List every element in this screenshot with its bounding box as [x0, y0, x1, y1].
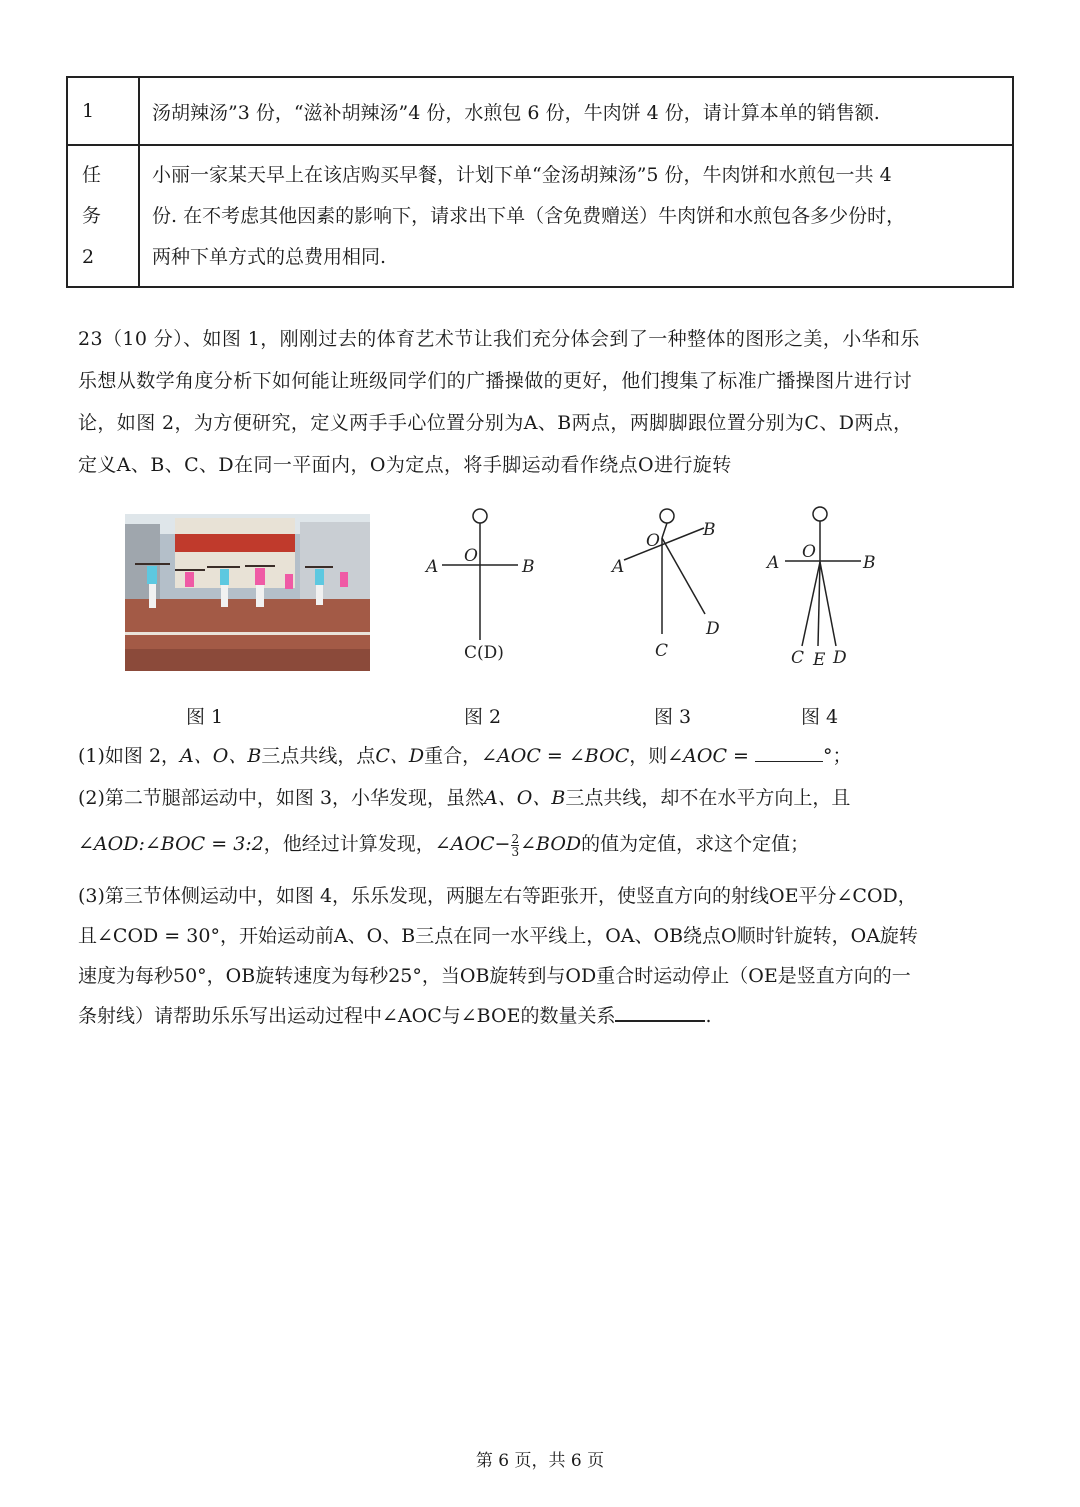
text: ，则	[629, 745, 668, 767]
label-B: B	[863, 553, 876, 573]
fraction-denominator: 3	[511, 844, 520, 859]
row-label-line: 2	[82, 245, 95, 268]
answer-blank[interactable]	[755, 743, 823, 762]
label-A: A	[612, 557, 625, 577]
figure-caption: 图 3	[654, 706, 692, 728]
text: (1)如图 2，	[78, 745, 181, 767]
text-line: 定义A、B、C、D在同一平面内，O为定点，将手脚运动看作绕点O进行旋转	[78, 454, 732, 476]
label-O: O	[802, 542, 816, 562]
text-line: 速度为每秒50°，OB旋转速度为每秒25°，当OB旋转到与OD重合时运动停止（OE是竖直方向的一	[78, 965, 911, 987]
text-line	[78, 824, 1023, 864]
sub-question-2	[78, 778, 1023, 864]
label-D: D	[833, 648, 847, 668]
math-text: ∠AOC = ∠BOC	[481, 745, 630, 767]
math-text: C、D	[375, 745, 425, 767]
label-C: C	[655, 641, 669, 661]
figure-1-photo	[125, 514, 370, 671]
text-line: 且∠COD = 30°，开始运动前A、O、B三点在同一水平线上，OA、OB绕点O顺时针旋转，OA旋转	[78, 925, 918, 947]
figure-2-diagram	[418, 500, 542, 668]
label-O: O	[646, 531, 660, 551]
row-label	[67, 145, 139, 287]
figure-caption: 图 1	[186, 706, 224, 728]
table-row	[67, 77, 1013, 145]
label-O: O	[464, 546, 478, 566]
text: 三点共线，却不在水平方向上，且	[565, 787, 851, 809]
text: 三点共线，点	[261, 745, 376, 767]
head-circle	[813, 507, 827, 521]
math-text: A、O、B	[180, 745, 262, 767]
text: 的值为定值，求这个定值；	[581, 833, 810, 855]
row-label: 1	[67, 77, 139, 145]
label-B: B	[703, 520, 716, 540]
label-A: A	[426, 557, 439, 577]
math-text: ∠AOC =	[667, 745, 756, 767]
text-line: (3)第三节体侧运动中，如图 4，乐乐发现，两腿左右等距张开，使竖直方向的射线OE平分∠COD，	[78, 885, 917, 907]
head-circle	[660, 509, 674, 523]
fraction	[511, 833, 519, 858]
text: .	[705, 1005, 712, 1027]
table-row	[67, 145, 1013, 287]
math-text: ∠AOC−	[434, 833, 511, 855]
sub-question-1	[78, 736, 1023, 776]
text-line: 23（10 分）、如图 1，刚刚过去的体育艺术节让我们充分体会到了一种整体的图形之美，小华和乐	[78, 328, 920, 350]
figure-3-diagram	[606, 500, 730, 668]
label-B: B	[522, 557, 535, 577]
row-label-line: 任	[82, 163, 102, 186]
math-text: ∠AOD:∠BOC = 3:2	[78, 833, 264, 855]
answer-blank[interactable]	[615, 1002, 705, 1022]
math-text: A、O、B	[484, 787, 566, 809]
text: (2)第二节腿部运动中，如图 3，小华发现，虽然	[78, 787, 485, 809]
text-line: 论，如图 2，为方便研究，定义两手手心位置分别为A、B两点，两脚脚跟位置分别为C、D两点，	[78, 412, 913, 434]
figure-4-diagram	[760, 500, 884, 672]
question-23-intro	[78, 318, 1016, 486]
text: °；	[823, 745, 852, 767]
leg-c-line	[802, 562, 820, 646]
ray-e-line	[818, 562, 820, 646]
label-C: C	[791, 648, 805, 668]
row-label-line: 务	[82, 204, 102, 227]
math-text: ∠BOD	[520, 833, 582, 855]
text: 重合，	[424, 745, 482, 767]
text: ，他经过计算发现，	[263, 833, 435, 855]
head-circle	[473, 509, 487, 523]
row-content-line: 份. 在不考虑其他因素的影响下，请求出下单（含免费赠送）牛肉饼和水煎包各多少份时，	[152, 204, 906, 227]
text-line	[78, 996, 1023, 1036]
row-content-line: 小丽一家某天早上在该店购买早餐，计划下单“金汤胡辣汤”5 份，牛肉饼和水煎包一共 4	[152, 163, 892, 186]
text: 条射线）请帮助乐乐写出运动过程中∠AOC与∠BOE的数量关系	[78, 1005, 616, 1027]
neck-line	[662, 523, 667, 538]
row-content	[139, 145, 1013, 287]
label-CD: C(D)	[464, 643, 504, 663]
label-E: E	[813, 650, 826, 670]
fraction-numerator: 2	[511, 831, 520, 846]
leg-d-line	[820, 562, 836, 646]
page-footer: 第 6 页，共 6 页	[475, 1451, 605, 1471]
figure-caption: 图 4	[801, 706, 839, 728]
row-content-line: 两种下单方式的总费用相同.	[152, 245, 387, 268]
text-line: 乐想从数学角度分析下如何能让班级同学们的广播操做的更好，他们搜集了标准广播操图片进行讨	[78, 370, 913, 392]
row-content: 汤胡辣汤”3 份，“滋补胡辣汤”4 份，水煎包 6 份，牛肉饼 4 份，请计算本单的销售额.	[139, 77, 1013, 145]
figure-caption: 图 2	[464, 706, 502, 728]
label-D: D	[706, 619, 720, 639]
task-table	[66, 76, 1014, 288]
sub-question-3	[78, 876, 1023, 1036]
text-line	[78, 778, 1023, 818]
label-A: A	[767, 553, 780, 573]
leg-d-line	[662, 538, 705, 614]
